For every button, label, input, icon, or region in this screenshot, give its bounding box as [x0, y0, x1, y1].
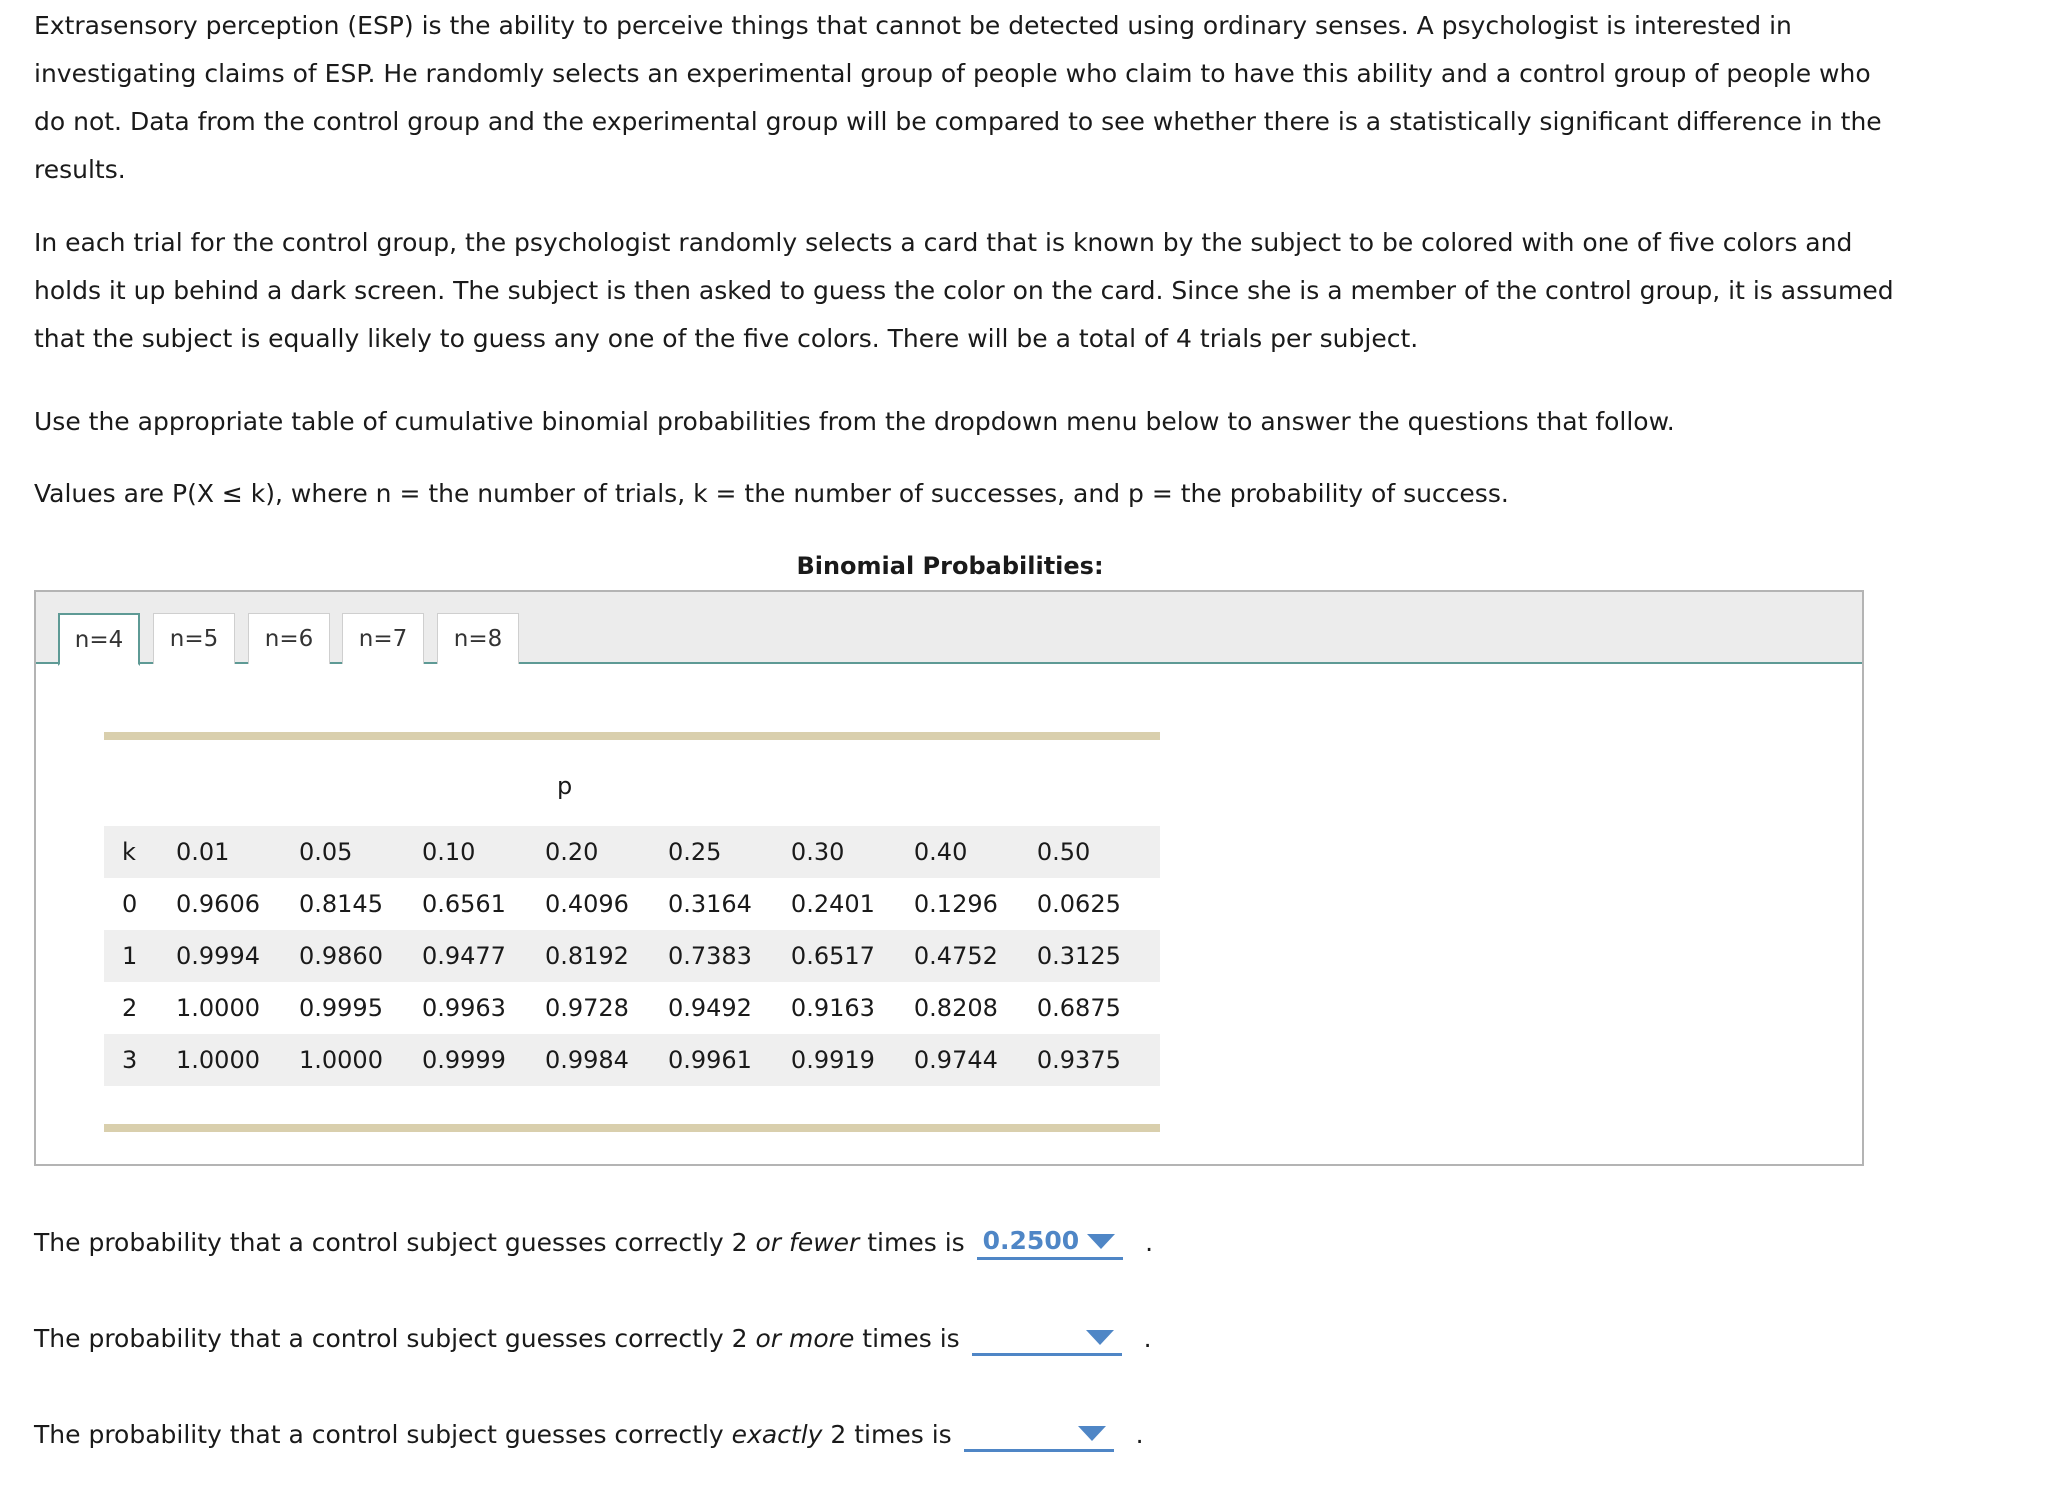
question-emphasis: or fewer	[755, 1228, 860, 1257]
instruction-paragraph: Use the appropriate table of cumulative binomial probabilities from the dropdown menu below to answer the questions that follow.	[34, 407, 1675, 436]
probability-grid	[104, 826, 1160, 1086]
table-cell: 0.6875	[1036, 994, 1121, 1022]
table-cell: 0	[122, 890, 138, 918]
table-cell: 0.9994	[176, 930, 299, 982]
probability-table	[104, 732, 1160, 1132]
table-cell: 0.6517	[791, 930, 914, 982]
table-cell: 0.4096	[544, 890, 629, 918]
header-cell: 0.20	[545, 826, 668, 878]
table-row	[104, 930, 1160, 982]
question-text: times is	[854, 1324, 960, 1353]
question-text: The probability that a control subject guesses correctly	[34, 1420, 732, 1449]
table-cell: 0.9984	[545, 1034, 668, 1086]
values-note: Values are P(X ≤ k), where n = the number of trials, k = the number of successes, and p = the probability of success.	[34, 479, 1509, 508]
tab-bar	[36, 592, 1862, 664]
table-cell: 1.0000	[299, 1034, 422, 1086]
table-cell: 1.0000	[176, 994, 260, 1022]
header-cell: 0.40	[914, 826, 1037, 878]
table-cell: 0.9477	[422, 930, 545, 982]
tab-n7[interactable]: n=7	[342, 613, 424, 664]
caret-down-icon	[1078, 1426, 1106, 1441]
answer-dropdown-exactly[interactable]	[964, 1416, 1114, 1452]
header-cell: 0.05	[299, 826, 422, 878]
table-cell: 1.0000	[176, 1034, 299, 1086]
table-header-row	[104, 826, 1160, 878]
header-cell: k	[104, 826, 176, 878]
table-cell: 1	[104, 930, 176, 982]
table-cell: 0.7383	[668, 930, 791, 982]
tab-n4[interactable]: n=4	[58, 613, 140, 666]
table-cell: 0.3164	[667, 890, 752, 918]
table-cell: 0.3125	[1037, 930, 1160, 982]
table-cell: 0.8145	[298, 890, 383, 918]
table-cell: 2	[122, 994, 138, 1022]
table-bottom-rule	[104, 1124, 1160, 1132]
period: .	[1145, 1228, 1154, 1257]
caret-down-icon	[1087, 1234, 1115, 1249]
table-title: Binomial Probabilities:	[796, 552, 1104, 580]
period: .	[1143, 1324, 1152, 1353]
table-cell: 0.9860	[299, 930, 422, 982]
table-cell: 0.6561	[421, 890, 506, 918]
dropdown-selected-value	[972, 1322, 1022, 1351]
table-cell: 0.9995	[298, 994, 383, 1022]
question-fewer	[34, 1224, 1153, 1260]
question-exactly	[34, 1416, 1144, 1452]
table-cell: 0.9492	[667, 994, 752, 1022]
table-top-rule	[104, 732, 1160, 740]
table-cell: 0.9606	[176, 890, 260, 918]
header-cell: 0.50	[1037, 826, 1160, 878]
dropdown-selected-value: 0.2500	[982, 1226, 1080, 1255]
question-text: times is	[859, 1228, 965, 1257]
table-cell: 0.2401	[790, 890, 875, 918]
table-cell: 0.9963	[421, 994, 506, 1022]
table-cell: 0.9961	[668, 1034, 791, 1086]
question-text: The probability that a control subject guesses correctly 2	[34, 1324, 756, 1353]
table-cell: 0.8192	[545, 930, 668, 982]
table-row	[104, 1034, 1160, 1086]
table-cell: 0.8208	[913, 994, 998, 1022]
header-cell: 0.01	[176, 826, 299, 878]
question-emphasis: or more	[755, 1324, 855, 1353]
tab-n5[interactable]: n=5	[153, 613, 235, 664]
table-cell: 0.9744	[914, 1034, 1037, 1086]
header-cell: 0.25	[668, 826, 791, 878]
table-row	[104, 878, 1160, 930]
question-text: 2 times is	[822, 1420, 952, 1449]
dropdown-selected-value	[964, 1418, 1014, 1447]
table-cell: 0.4752	[914, 930, 1037, 982]
tab-n6[interactable]: n=6	[248, 613, 330, 664]
p-axis-label	[104, 740, 1160, 826]
table-cell: 0.9375	[1037, 1034, 1160, 1086]
table-cell: 0.9919	[791, 1034, 914, 1086]
table-cell: 0.0625	[1036, 890, 1121, 918]
question-emphasis: exactly	[731, 1420, 823, 1449]
answer-dropdown-more[interactable]	[972, 1320, 1122, 1356]
tab-n8[interactable]: n=8	[437, 613, 519, 664]
intro-paragraph-2: In each trial for the control group, the psychologist randomly selects a card that is known by the subject to be colored with one of five colors and holds it up behind a dark screen. The subject is then asked to guess the color on the card. Since she is a member of the control group, it is assumed that the subject is equally likely to guess any one of the five colors. There will be a total of 4 trials per subject.	[34, 228, 1894, 353]
question-more	[34, 1320, 1152, 1356]
question-text: The probability that a control subject guesses correctly 2	[34, 1228, 756, 1257]
intro-paragraph-1: Extrasensory perception (ESP) is the ability to perceive things that cannot be detected using ordinary senses. A psychologist is interested in investigating claims of ESP. He randomly selects an experimental group of people who claim to have this ability and a control group of people who do not. Data from the control group and the experimental group will be compared to see whether there is a statistically significant difference in the results.	[34, 11, 1882, 184]
table-cell: 0.9999	[422, 1034, 545, 1086]
table-row	[104, 982, 1160, 1034]
header-cell: 0.10	[422, 826, 545, 878]
answer-dropdown-fewer[interactable]	[977, 1224, 1123, 1260]
p-label-text: p	[557, 772, 573, 800]
table-cell: 0.9728	[544, 994, 629, 1022]
table-cell: 3	[104, 1034, 176, 1086]
header-cell: 0.30	[791, 826, 914, 878]
table-cell: 0.9163	[790, 994, 875, 1022]
table-cell: 0.1296	[913, 890, 998, 918]
binomial-table-panel	[34, 590, 1864, 1166]
period: .	[1135, 1420, 1144, 1449]
caret-down-icon	[1086, 1330, 1114, 1345]
